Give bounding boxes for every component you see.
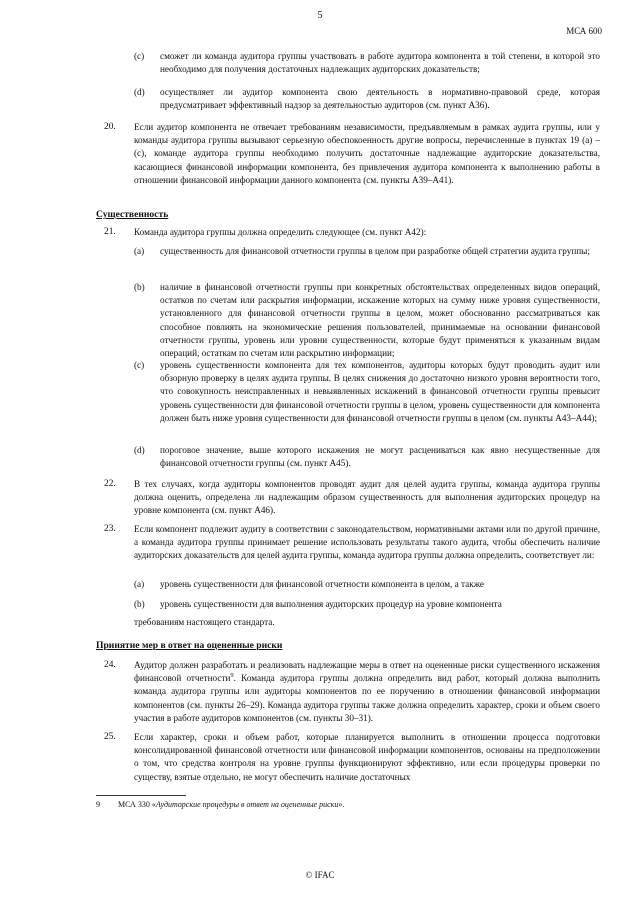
item-label: (a) (134, 579, 145, 589)
footnote-text (118, 800, 344, 809)
paragraph-continuation: требованиям настоящего стандарта. (134, 617, 275, 627)
paragraph-number: 25. (104, 732, 116, 742)
item-label: (b) (134, 599, 145, 609)
footnote-suffix: ». (338, 800, 345, 809)
section-heading: Принятие мер в ответ на оцененные риски (96, 640, 283, 651)
page-number: 5 (317, 10, 323, 21)
paragraph-text: Если характер, сроки и объем работ, которые планируется выполнить в отношении процесса подготовки консолидированной финансовой отчетности или финансовой информации компонентов, основаны на предположении о том, что средства контроля на уровне группы функционируют эффективно, или если процедуры проверки по существу, взятые отдельно, не могут обеспечить наличие достаточных (134, 732, 600, 782)
paragraph-text-part: . Команда аудитора группы должна определить вид работ, который должна выполнить команда аудитора группы или аудиторы компонентов по ее поручению в отношении финансовой информации компонентов (см. пункты 26–29). Команда аудитора группы также должна определить характер, сроки и объем своего участия в работе аудиторов компонентов (см. пункты 30–31). (134, 673, 600, 723)
paragraph-text: В тех случаях, когда аудиторы компонентов проводят аудит для целей аудита группы, команда аудитора группы должна оценить, определена ли надлежащим образом существенность для выполнения аудиторских процедур на уровне компонента (см. пункт A46). (134, 479, 600, 516)
paragraph-text: Если аудитор компонента не отвечает требованиям независимости, предъявляемым в рамках аудита группы, или у команды аудитора группы вызывают серьезную обеспокоенность другие вопросы, перечисленные в пунктах 19 (a) – (c), команде аудитора группы необходимо получить достаточные надлежащие аудиторские доказательства, касающиеся финансовой информации компонента, без привлечения аудитора компонента к выполнению работы в отношении финансовой информации данного компонента (см. пункты A39–A41). (134, 122, 600, 185)
item-text: наличие в финансовой отчетности группы при конкретных обстоятельствах определенных видов операций, остатков по счетам или раскрытия информации, искажение которых на сумму ниже уровня существенности, установленного для финансовой отчетности группы в целом, может обоснованно рассматриваться как способное повлиять на экономические решения пользователей, принимаемые на основании финансовой отчетности группы, уровень или уровни существенности, которые будут применяться к указанным видам операций, остаткам по счетам или раскрытию информации; (160, 282, 600, 359)
paragraph-number: 24. (104, 660, 116, 670)
item-text: существенность для финансовой отчетности группы в целом при разработке общей стратегии аудита группы; (160, 246, 590, 256)
paragraph-number: 22. (104, 479, 116, 489)
footnote-reference: 9 (230, 672, 234, 680)
paragraph-text-part: Аудитор должен разработать и реализовать надлежащие меры в ответ на оцененные риски существенного искажения финансовой отчетности (134, 660, 600, 684)
footnote-number: 9 (96, 800, 100, 809)
paragraph-number: 20. (104, 122, 116, 132)
item-text: уровень существенности компонента для тех компонентов, аудиторы которых будут проводить аудит или обзорную проверку в целях аудита группы. В целях снижения до достаточно низкого уровня вероятности того, что совокупность неисправленных и невыявленных искажений в финансовой отчетности группы превысит уровень существенности для финансовой отчетности группы в целом, уровень существенности для компонента должен быть ниже уровня существенности для финансовой отчетности группы в целом (см. пункты A43–A44); (160, 360, 600, 423)
paragraph-text: Если компонент подлежит аудиту в соответствии с законодательством, нормативными актами или по другой причине, а команда аудитора группы принимает решение использовать результаты такого аудита, чтобы обеспечить наличие аудиторских доказательств для целей аудита группы, команда аудитора группы должна определить, соответствует ли: (134, 524, 600, 561)
document-code: МСА 600 (566, 26, 602, 36)
item-label: (c) (134, 360, 145, 370)
item-text: сможет ли команда аудитора группы участвовать в работе аудитора компонента в той степени, в которой это необходимо для получения достаточных надлежащих аудиторских доказательств; (160, 51, 600, 75)
item-text: уровень существенности для выполнения аудиторских процедур на уровне компонента (160, 599, 502, 609)
item-label: (d) (134, 87, 145, 97)
footnote-title: Аудиторские процедуры в ответ на оцененные риски (155, 800, 339, 809)
footnote-prefix: МСА 330 « (118, 800, 156, 809)
item-text: уровень существенности для финансовой отчетности компонента в целом, а также (160, 579, 485, 589)
item-label: (c) (134, 51, 145, 61)
section-heading: Существенность (96, 209, 169, 220)
footnote-rule (96, 795, 186, 796)
item-label: (a) (134, 246, 145, 256)
item-text: пороговое значение, выше которого искажения не могут расцениваться как явно несущественные для финансовой отчетности группы (см. пункт A45). (160, 445, 600, 469)
paragraph-number: 23. (104, 524, 116, 534)
copyright-footer: © IFAC (305, 870, 335, 880)
item-label: (d) (134, 445, 145, 455)
paragraph-number: 21. (104, 227, 116, 237)
item-label: (b) (134, 282, 145, 292)
item-text: осуществляет ли аудитор компонента свою деятельность в нормативно-правовой среде, которая предусматривает эффективный надзор за деятельностью аудиторов (см. пункт A36). (160, 87, 600, 111)
paragraph-text (134, 659, 600, 725)
paragraph-text: Команда аудитора группы должна определить следующее (см. пункт A42): (134, 227, 427, 237)
